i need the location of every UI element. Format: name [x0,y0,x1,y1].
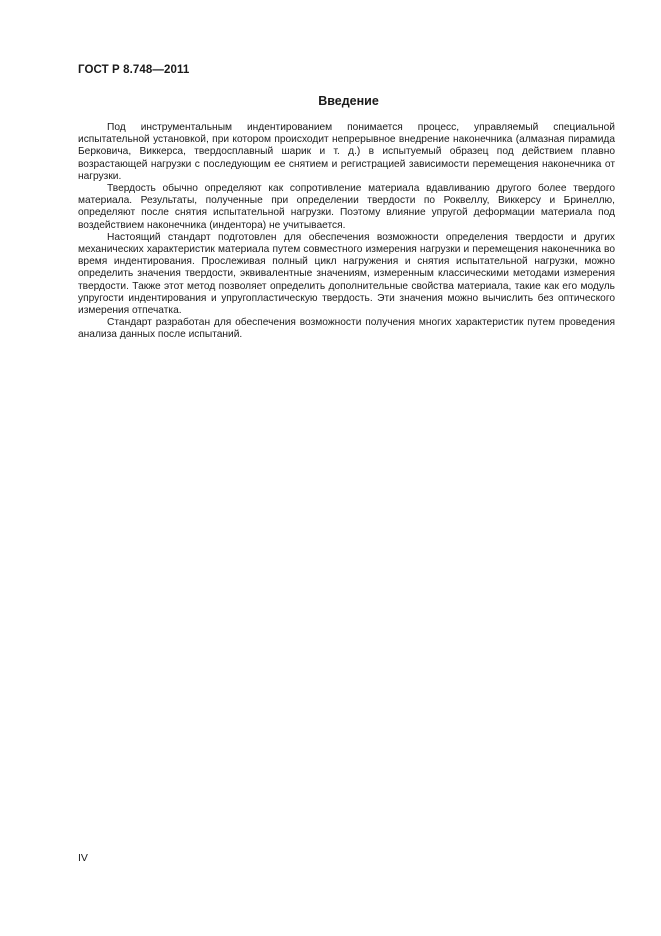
paragraph-4: Стандарт разработан для обеспечения возможности получения многих характеристик путем проведения анализа данных после испытаний. [78,317,615,341]
paragraph-1: Под инструментальным индентированием понимается процесс, управляемый специальной испытательной установкой, при котором происходит непрерывное внедрение наконечника (алмазная пирамида Берковича, Виккерса, твердосплавный шарик и т. д.) в испытуемый образец под действием плавно возрастающей нагрузки с последующим ее снятием и регистрацией зависимости перемещения наконечника от нагрузки. [78,122,615,182]
paragraph-2: Твердость обычно определяют как сопротивление материала вдавливанию другого более твердого материала. Результаты, полученные при определении твердости по Роквеллу, Виккерсу и Бринеллю, определяют после снятия испытательной нагрузки. Поэтому влияние упругой деформации материала под воздействием наконечника (индентора) не учитывается. [78,183,615,231]
document-code-header: ГОСТ Р 8.748—2011 [78,64,190,76]
section-title: Введение [318,94,379,108]
introduction-body [78,122,615,342]
paragraph-3: Настоящий стандарт подготовлен для обеспечения возможности определения твердости и других механических характеристик материала путем совместного измерения нагрузки и перемещения наконечника во время индентирования. Прослеживая полный цикл нагружения и снятия испытательной нагрузки, можно определить значения твердости, эквивалентные значениям, измеренным классическими методами измерения твердости. Также этот метод позволяет определить дополнительные свойства материала, такие как его модуль упругости индентирования и упругопластическую твердость. Эти значения можно вычислить без оптического измерения отпечатка. [78,231,615,317]
page-number: IV [78,852,88,864]
